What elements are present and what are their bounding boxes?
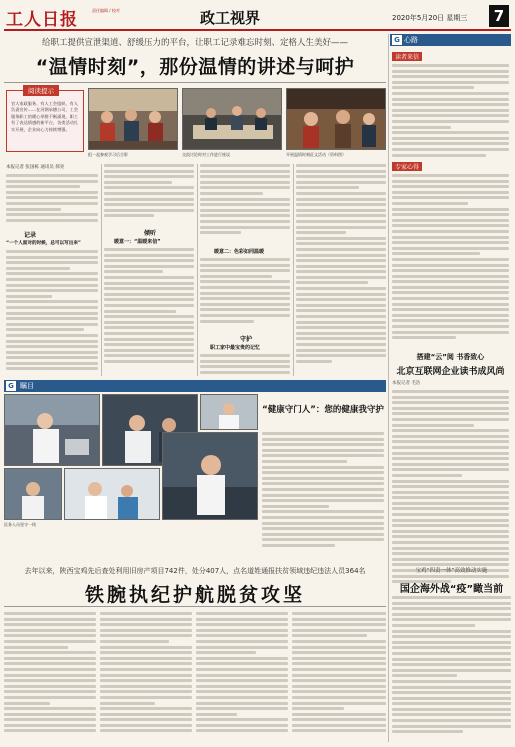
bottom-column-2 [100, 612, 192, 742]
story-headline[interactable]: “温情时刻”，那份温情的讲述与呵护 [35, 56, 355, 78]
bottom-rail-kicker: 宝鸡“四责一体”高效推动实施 [415, 568, 488, 574]
body-column-3b [200, 258, 290, 332]
page-number: 7 [489, 5, 509, 27]
photo-feature-label: 瞩目 [20, 382, 34, 390]
paper-sub: 责任编辑 / 校对 [92, 8, 120, 13]
rail-letter-text [392, 64, 509, 162]
body-column-1b [6, 250, 98, 376]
photo-doctor-3[interactable] [200, 394, 258, 430]
body-column-4 [296, 164, 386, 376]
rail-expert-text [392, 174, 509, 350]
feature-text [262, 432, 384, 560]
photo-doctor-1[interactable] [4, 394, 100, 466]
section-name: 政工视界 [200, 9, 261, 27]
bottom-column-4 [292, 612, 386, 742]
photo-doctor-6[interactable] [162, 432, 258, 520]
editor-note [6, 87, 84, 152]
bottom-headline[interactable]: 铁腕执纪护航脱贫攻坚 [84, 584, 305, 606]
paper-name: 工人日报 [6, 10, 78, 30]
photo-doctor-5[interactable] [64, 468, 160, 520]
photo-caption-3: 开展温情时刻征文活动（资料图） [286, 152, 346, 157]
subhead-record: 记录 [24, 232, 37, 239]
masthead [4, 3, 511, 31]
subhead-color: 暖意二：色彩如同温暖 [214, 249, 265, 255]
photo-feature [4, 380, 386, 564]
feature-title[interactable]: “健康守门人”：您的健康我守护 [262, 405, 384, 415]
subhead-guard: 守护 [240, 336, 253, 343]
story-kicker: 给职工提供宣泄渠道、舒缓压力的平台，让职工记录难忘时刻、定格人生美好—— [41, 38, 348, 48]
story-byline: 本报记者 张国栋 通讯员 郝亮 [6, 165, 65, 170]
bottom-headline-rule [4, 606, 386, 607]
body-column-3a [200, 164, 290, 244]
subhead-listen: 倾听 [144, 230, 157, 237]
photo-caption-1: 组一起参观学习后合影 [88, 152, 128, 157]
photo-group-meeting[interactable] [88, 88, 178, 150]
body-column-2b [104, 248, 194, 376]
column-rule [101, 164, 102, 376]
rail-title-reading[interactable]: 搭建“云”阅 书香致心 [416, 353, 485, 361]
headline-rule [4, 82, 386, 83]
right-rail [390, 34, 511, 564]
subhead-record-quote: “一个人面对的时候，总可以写出来” [6, 241, 81, 246]
rail-header-text: 心路 [404, 36, 418, 44]
subhead-memory: 职工家中最宝贵的记忆 [210, 345, 261, 351]
photo-discussion[interactable] [182, 88, 282, 150]
bottom-rail-title[interactable]: 国企海外战“疫”瞰当前 [399, 584, 504, 595]
bottom-column-1 [4, 612, 96, 742]
issue-date: 2020年5月20日 星期三 [392, 14, 468, 22]
rail-divider [388, 34, 389, 742]
subhead-warm-letter: 暖意一：“温暖来信” [114, 239, 161, 245]
bottom-kicker: 去年以来，陕西宝鸡先后查处利用旧房产项目742件，处分407人，点名道姓通报扶贫领域违纪违法人员364名 [24, 567, 366, 575]
column-rule [197, 164, 198, 376]
editor-note-label: 阅读提示 [23, 85, 59, 96]
section-letter-badge: G [6, 381, 16, 391]
bottom-column-3 [196, 612, 288, 742]
rail-header [390, 34, 511, 46]
photo-caption-2: 交流讨论时对工作进行座谈 [182, 152, 230, 157]
column-rule [293, 164, 294, 376]
photo-feature-bar [4, 380, 386, 392]
rail-tag-letters: 读者来信 [392, 52, 422, 61]
editor-note-text: 官人家政服务、有人工会组织，有人负责宣传……在河钢承德公司，工会服务职工的暖心举措不断涌现，职工有了表达情感的新平台，各类活动扎实开展，企业向心力持续增强。 [11, 101, 79, 132]
body-column-1a [6, 174, 98, 228]
body-column-3c [200, 354, 290, 378]
rail-title-beijing[interactable]: 北京互联网企业读书成风尚 [396, 367, 505, 377]
feature-caption: 医务人员坚守一线 [4, 522, 36, 527]
rail-tag-expert: 专家心得 [392, 162, 422, 171]
section-letter-badge: G [392, 35, 402, 45]
rail-byline: 本报记者 毛浩 [392, 381, 421, 386]
bottom-rail-text [392, 596, 511, 742]
photo-activity[interactable] [286, 88, 386, 150]
photo-doctor-4[interactable] [4, 468, 62, 520]
body-column-2a [104, 164, 194, 226]
